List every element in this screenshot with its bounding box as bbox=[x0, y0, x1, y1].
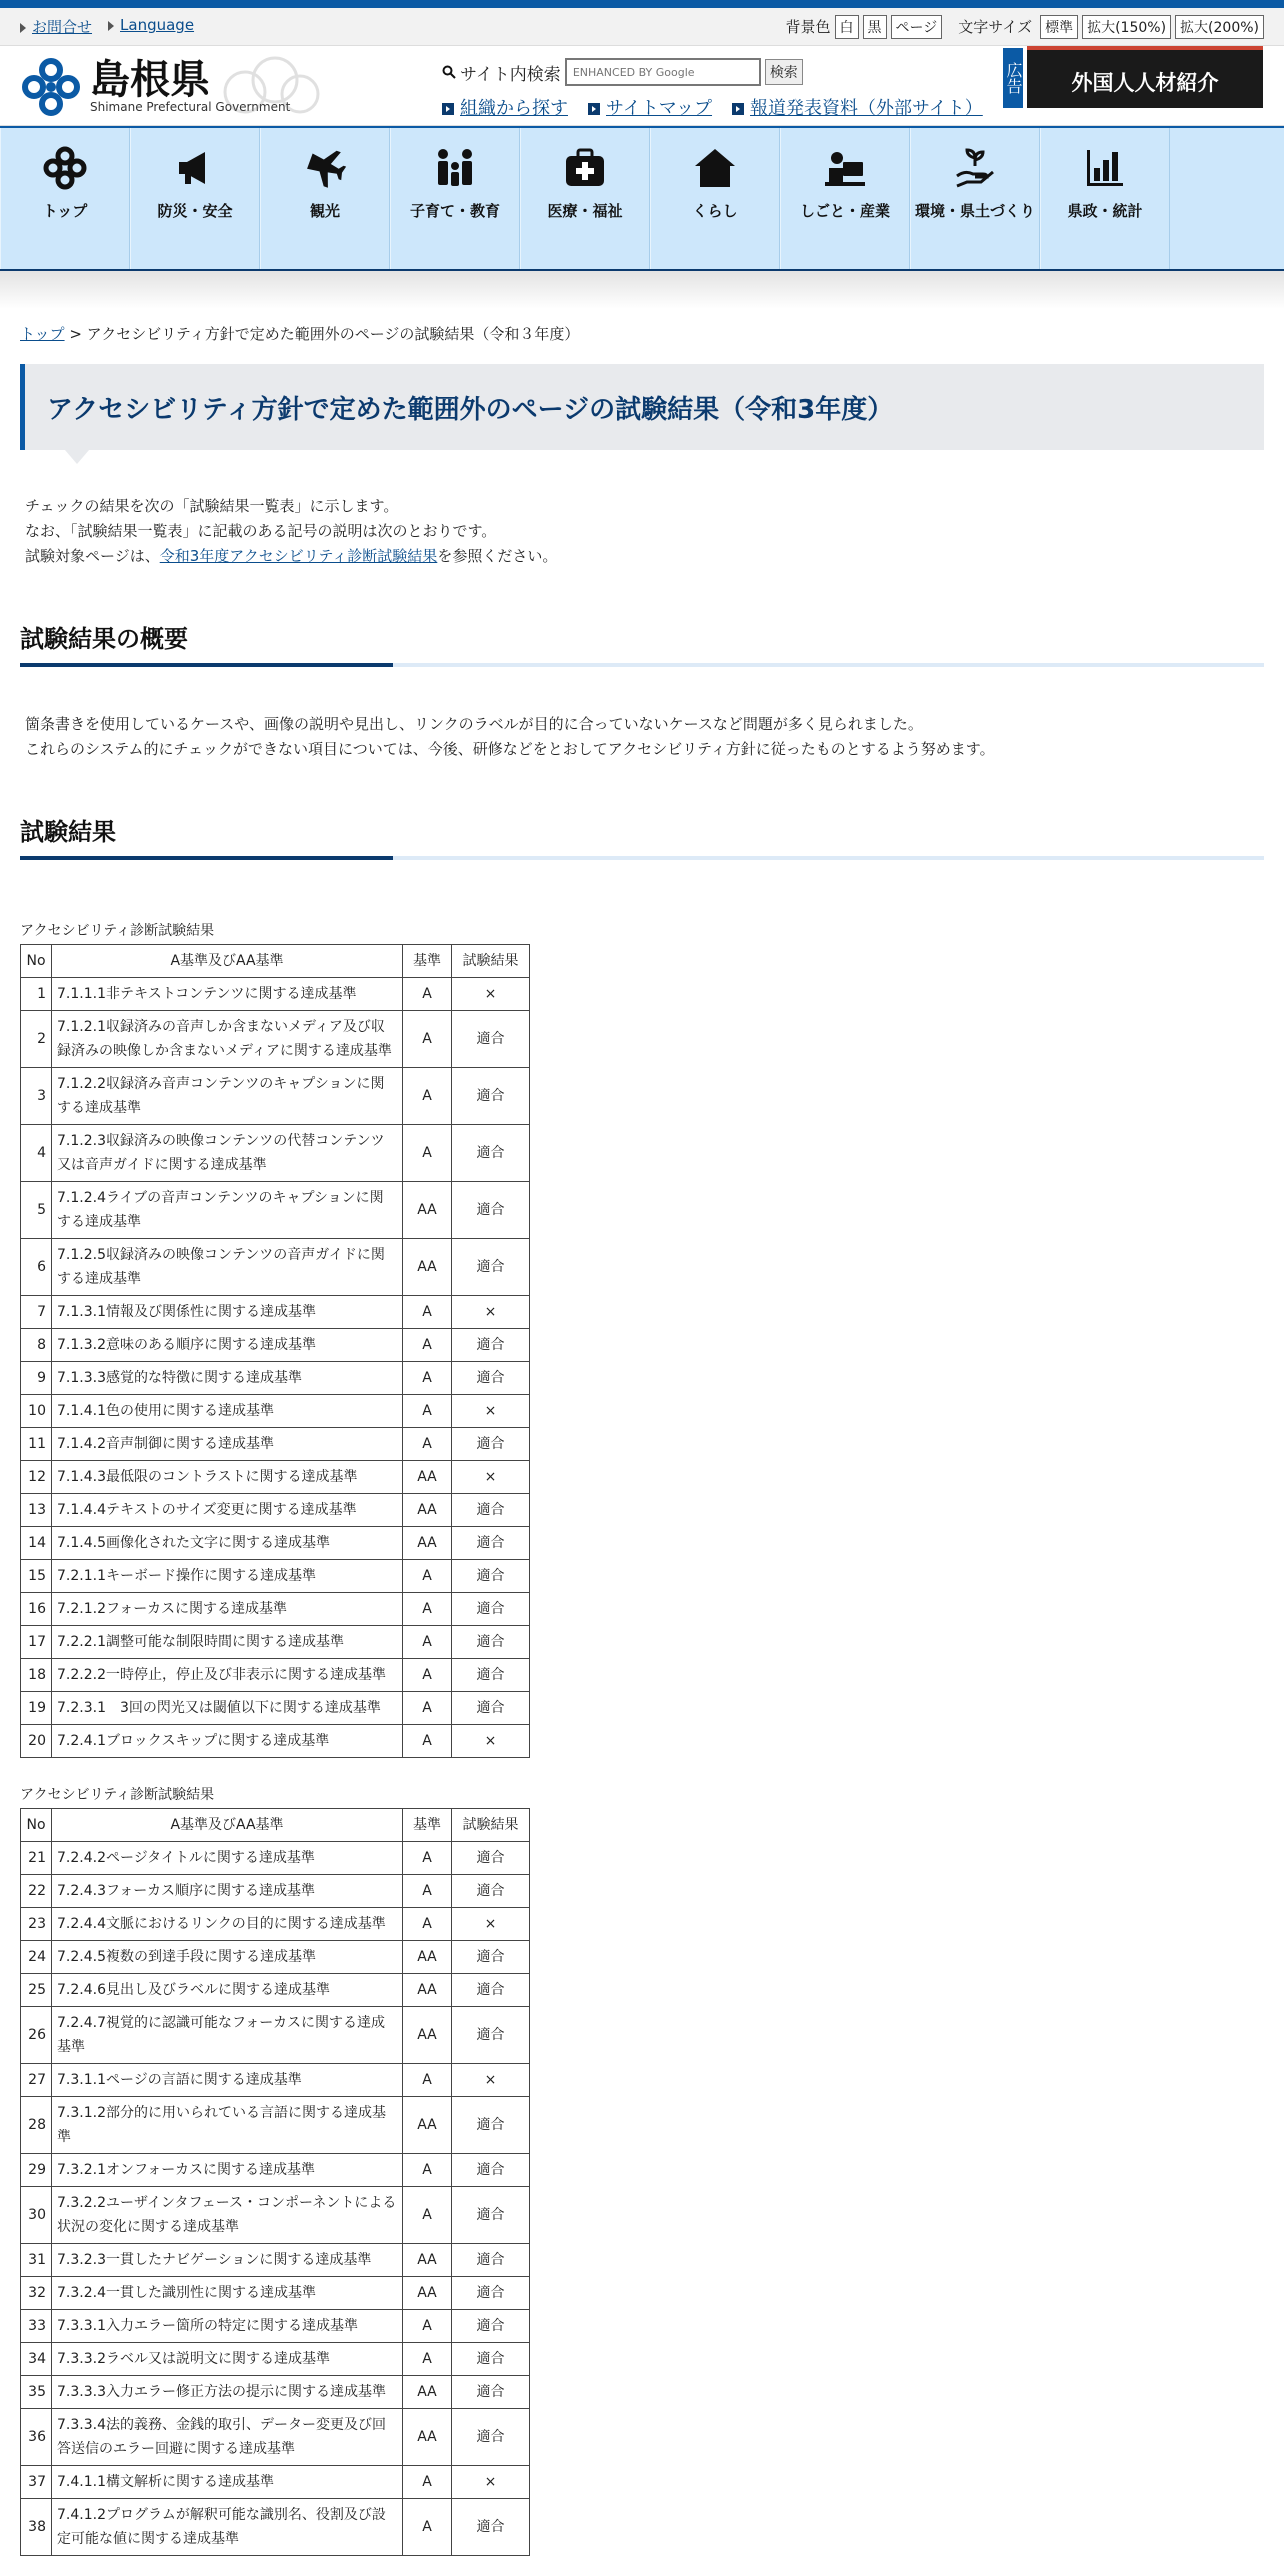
cell-result: 適合 bbox=[452, 1011, 530, 1068]
cell-criterion: 7.1.2.2収録済み音声コンテンツのキャプションに関する達成基準 bbox=[52, 1068, 403, 1125]
megaphone-icon bbox=[173, 146, 217, 190]
cell-result: 適合 bbox=[452, 1329, 530, 1362]
cell-result: 適合 bbox=[452, 1560, 530, 1593]
cell-level: A bbox=[403, 1842, 452, 1875]
cell-result: 適合 bbox=[452, 1593, 530, 1626]
nav-label-top: トップ bbox=[42, 202, 88, 220]
cell-no: 3 bbox=[21, 1068, 52, 1125]
header-level: 基準 bbox=[403, 945, 452, 978]
breadcrumb-separator: > bbox=[64, 325, 87, 343]
header-result: 試験結果 bbox=[452, 1809, 530, 1842]
cell-criterion: 7.1.4.4テキストのサイズ変更に関する達成基準 bbox=[52, 1494, 403, 1527]
cell-result: 適合 bbox=[452, 2097, 530, 2154]
cell-no: 13 bbox=[21, 1494, 52, 1527]
arrow-square-icon bbox=[732, 103, 744, 115]
cell-no: 20 bbox=[21, 1725, 52, 1758]
cell-criterion: 7.3.1.1ページの言語に関する達成基準 bbox=[52, 2064, 403, 2097]
cloud-decoration-icon bbox=[215, 52, 325, 122]
cell-level: AA bbox=[403, 2244, 452, 2277]
language-label: Language bbox=[120, 16, 195, 34]
hand-plant-icon bbox=[953, 146, 997, 190]
table-row bbox=[21, 2007, 530, 2064]
table-row bbox=[21, 1329, 530, 1362]
search-label: サイト内検索 bbox=[460, 64, 561, 85]
table-row bbox=[21, 1011, 530, 1068]
table-row bbox=[21, 2466, 530, 2499]
cell-result: 適合 bbox=[452, 2154, 530, 2187]
cell-level: A bbox=[403, 1626, 452, 1659]
press-release-link[interactable] bbox=[732, 94, 983, 120]
language-link[interactable] bbox=[108, 16, 194, 37]
cell-no: 10 bbox=[21, 1395, 52, 1428]
cell-level: AA bbox=[403, 2409, 452, 2466]
table-header-row bbox=[21, 1809, 530, 1842]
intro-text-pre: 試験対象ページは、 bbox=[25, 547, 160, 565]
table-row bbox=[21, 2187, 530, 2244]
cell-no: 25 bbox=[21, 1974, 52, 2007]
header-result: 試験結果 bbox=[452, 945, 530, 978]
cell-level: A bbox=[403, 2187, 452, 2244]
table-row bbox=[21, 1125, 530, 1182]
org-search-label: 組織から探す bbox=[460, 98, 568, 119]
cell-result: 適合 bbox=[452, 1428, 530, 1461]
cell-level: AA bbox=[403, 2277, 452, 2310]
table-row bbox=[21, 2499, 530, 2556]
cell-level: A bbox=[403, 1362, 452, 1395]
arrow-icon bbox=[108, 21, 114, 31]
cell-level: A bbox=[403, 1593, 452, 1626]
summary-line: これらのシステム的にチェックができない項目については、今後、研修などをとおしてアクセシビリティ方針に従ったものとするよう努めます。 bbox=[25, 740, 995, 758]
bg-color-label: 背景色 bbox=[785, 18, 831, 36]
cell-level: A bbox=[403, 1692, 452, 1725]
cell-result: 適合 bbox=[452, 2244, 530, 2277]
intro-line: なお、「試験結果一覧表」に記載のある記号の説明は次のとおりです。 bbox=[25, 522, 497, 540]
bg-page-button[interactable]: ページ bbox=[891, 15, 943, 39]
contact-label: お問合せ bbox=[32, 18, 93, 36]
cell-criterion: 7.2.3.1 3回の閃光又は閾値以下に関する達成基準 bbox=[52, 1692, 403, 1725]
cell-no: 6 bbox=[21, 1239, 52, 1296]
cell-criterion: 7.3.1.2部分的に用いられている言語に関する達成基準 bbox=[52, 2097, 403, 2154]
arrow-square-icon bbox=[588, 103, 600, 115]
cell-criterion: 7.2.4.5複数の到達手段に関する達成基準 bbox=[52, 1941, 403, 1974]
cell-level: AA bbox=[403, 1494, 452, 1527]
cell-level: AA bbox=[403, 2376, 452, 2409]
cell-criterion: 7.2.4.4文脈におけるリンクの目的に関する達成基準 bbox=[52, 1908, 403, 1941]
table-row bbox=[21, 1941, 530, 1974]
cell-no: 2 bbox=[21, 1011, 52, 1068]
site-search bbox=[442, 58, 803, 86]
search-icon bbox=[442, 65, 456, 79]
nav-item-environment[interactable] bbox=[910, 128, 1040, 269]
cell-no: 4 bbox=[21, 1125, 52, 1182]
cell-level: A bbox=[403, 2154, 452, 2187]
diagnosis-results-link[interactable]: 令和3年度アクセシビリティ診断試験結果 bbox=[159, 547, 438, 565]
cell-criterion: 7.1.2.5収録済みの映像コンテンツの音声ガイドに関する達成基準 bbox=[52, 1239, 403, 1296]
cell-level: A bbox=[403, 2343, 452, 2376]
home-flower-icon bbox=[43, 146, 87, 190]
sitemap-label: サイトマップ bbox=[606, 98, 713, 119]
cell-level: A bbox=[403, 1329, 452, 1362]
cell-criterion: 7.2.2.2一時停止，停止及び非表示に関する達成基準 bbox=[52, 1659, 403, 1692]
table-row bbox=[21, 1362, 530, 1395]
cell-no: 24 bbox=[21, 1941, 52, 1974]
table-caption: アクセシビリティ診断試験結果 bbox=[20, 923, 215, 939]
cell-result: 適合 bbox=[452, 1842, 530, 1875]
header-links bbox=[442, 94, 983, 120]
table-row bbox=[21, 2310, 530, 2343]
cell-criterion: 7.2.4.2ページタイトルに関する達成基準 bbox=[52, 1842, 403, 1875]
cell-criterion: 7.3.2.2ユーザインタフェース・コンポーネントによる状況の変化に関する達成基準 bbox=[52, 2187, 403, 2244]
cell-result: × bbox=[452, 2466, 530, 2499]
cell-criterion: 7.2.4.3フォーカス順序に関する達成基準 bbox=[52, 1875, 403, 1908]
global-nav bbox=[0, 126, 1284, 271]
cell-criterion: 7.1.3.2意味のある順序に関する達成基準 bbox=[52, 1329, 403, 1362]
ad-banner[interactable] bbox=[1027, 46, 1263, 108]
intro-line: チェックの結果を次の「試験結果一覧表」に示します。 bbox=[25, 497, 399, 515]
cell-result: 適合 bbox=[452, 1182, 530, 1239]
cell-criterion: 7.4.1.2プログラムが解釈可能な識別名、役割及び設定可能な値に関する達成基準 bbox=[52, 2499, 403, 2556]
logo-title: 島根県 bbox=[90, 56, 210, 103]
table-row bbox=[21, 1428, 530, 1461]
intro-text bbox=[25, 494, 1259, 569]
header-criterion: A基準及びAA基準 bbox=[52, 945, 403, 978]
table-row bbox=[21, 1593, 530, 1626]
table-row bbox=[21, 2097, 530, 2154]
summary-line: 箇条書きを使用しているケースや、画像の説明や見出し、リンクのラベルが目的に合っていないケースなど問題が多く見られました。 bbox=[25, 715, 923, 733]
cell-criterion: 7.3.3.3入力エラー修正方法の提示に関する達成基準 bbox=[52, 2376, 403, 2409]
cell-level: A bbox=[403, 1068, 452, 1125]
cell-level: A bbox=[403, 1395, 452, 1428]
table-row bbox=[21, 1068, 530, 1125]
cell-level: A bbox=[403, 1560, 452, 1593]
cell-level: A bbox=[403, 1296, 452, 1329]
cell-no: 11 bbox=[21, 1428, 52, 1461]
cell-criterion: 7.2.4.1ブロックスキップに関する達成基準 bbox=[52, 1725, 403, 1758]
contact-link[interactable] bbox=[20, 16, 92, 37]
font-standard-button[interactable]: 標準 bbox=[1040, 15, 1078, 39]
cell-criterion: 7.2.1.2フォーカスに関する達成基準 bbox=[52, 1593, 403, 1626]
cell-no: 29 bbox=[21, 2154, 52, 2187]
cell-no: 15 bbox=[21, 1560, 52, 1593]
cell-criterion: 7.2.1.1キーボード操作に関する達成基準 bbox=[52, 1560, 403, 1593]
nav-item-tourism[interactable] bbox=[260, 128, 390, 269]
nav-item-top[interactable] bbox=[0, 128, 130, 269]
cell-level: A bbox=[403, 978, 452, 1011]
cell-no: 9 bbox=[21, 1362, 52, 1395]
cell-result: 適合 bbox=[452, 2376, 530, 2409]
table-row bbox=[21, 1842, 530, 1875]
cell-level: AA bbox=[403, 2097, 452, 2154]
results-heading: 試験結果 bbox=[20, 812, 1264, 860]
logo-subtitle: Shimane Prefectural Government bbox=[90, 100, 291, 114]
cell-no: 36 bbox=[21, 2409, 52, 2466]
table-row bbox=[21, 1908, 530, 1941]
cell-no: 32 bbox=[21, 2277, 52, 2310]
cell-no: 26 bbox=[21, 2007, 52, 2064]
cell-result: × bbox=[452, 1725, 530, 1758]
breadcrumb-home-link[interactable]: トップ bbox=[20, 325, 65, 343]
table-row bbox=[21, 978, 530, 1011]
cell-criterion: 7.1.2.1収録済みの音声しか含まないメディア及び収録済みの映像しか含まないメディアに関する達成基準 bbox=[52, 1011, 403, 1068]
cell-result: 適合 bbox=[452, 2277, 530, 2310]
font-size-label: 文字サイズ bbox=[958, 18, 1033, 36]
cell-result: 適合 bbox=[452, 2343, 530, 2376]
nav-item-living[interactable] bbox=[650, 128, 780, 269]
cell-no: 16 bbox=[21, 1593, 52, 1626]
cell-result: × bbox=[452, 1461, 530, 1494]
cell-criterion: 7.1.4.1色の使用に関する達成基準 bbox=[52, 1395, 403, 1428]
intro-line bbox=[25, 544, 1259, 569]
cell-result: 適合 bbox=[452, 1494, 530, 1527]
cell-criterion: 7.3.3.1入力エラー箇所の特定に関する達成基準 bbox=[52, 2310, 403, 2343]
page-title: アクセシビリティ方針で定めた範囲外のページの試験結果（令和3年度） bbox=[20, 364, 1264, 450]
family-icon bbox=[433, 146, 477, 190]
table-row bbox=[21, 1626, 530, 1659]
medical-bag-icon bbox=[563, 146, 607, 190]
cell-level: AA bbox=[403, 1239, 452, 1296]
cell-level: A bbox=[403, 2310, 452, 2343]
results-tables bbox=[0, 920, 1284, 2556]
font-200-button[interactable]: 拡大(200%) bbox=[1175, 15, 1264, 39]
header-criterion: A基準及びAA基準 bbox=[52, 1809, 403, 1842]
summary-heading: 試験結果の概要 bbox=[20, 619, 1264, 667]
cell-criterion: 7.2.2.1調整可能な制限時間に関する達成基準 bbox=[52, 1626, 403, 1659]
table-row bbox=[21, 1527, 530, 1560]
cell-no: 31 bbox=[21, 2244, 52, 2277]
cell-level: AA bbox=[403, 1974, 452, 2007]
airplane-icon bbox=[303, 146, 347, 190]
prefecture-emblem-icon bbox=[20, 56, 82, 118]
header-level: 基準 bbox=[403, 1809, 452, 1842]
nav-label-government: 県政・統計 bbox=[1067, 202, 1143, 220]
cell-no: 28 bbox=[21, 2097, 52, 2154]
cell-result: 適合 bbox=[452, 1125, 530, 1182]
arrow-icon bbox=[20, 23, 26, 33]
cell-result: × bbox=[452, 1908, 530, 1941]
cell-criterion: 7.4.1.1構文解析に関する達成基準 bbox=[52, 2466, 403, 2499]
table-row bbox=[21, 1560, 530, 1593]
worker-desk-icon bbox=[823, 146, 867, 190]
ad-label: 広告 bbox=[1003, 48, 1023, 108]
breadcrumb bbox=[0, 309, 1284, 344]
cell-criterion: 7.1.2.3収録済みの映像コンテンツの代替コンテンツ又は音声ガイドに関する達成基準 bbox=[52, 1125, 403, 1182]
cell-level: A bbox=[403, 1125, 452, 1182]
cell-criterion: 7.1.3.3感覚的な特徴に関する達成基準 bbox=[52, 1362, 403, 1395]
cell-level: AA bbox=[403, 2007, 452, 2064]
cell-level: A bbox=[403, 1875, 452, 1908]
cell-criterion: 7.3.3.4法的義務、金銭的取引、データー変更及び回答送信のエラー回避に関する達成基準 bbox=[52, 2409, 403, 2466]
cell-level: AA bbox=[403, 1461, 452, 1494]
bg-black-button[interactable]: 黒 bbox=[863, 15, 887, 39]
cell-no: 35 bbox=[21, 2376, 52, 2409]
cell-no: 5 bbox=[21, 1182, 52, 1239]
table-caption: アクセシビリティ診断試験結果 bbox=[20, 1787, 215, 1803]
intro-text-post: を参照ください。 bbox=[437, 547, 558, 565]
cell-no: 1 bbox=[21, 978, 52, 1011]
cell-criterion: 7.3.2.1オンフォーカスに関する達成基準 bbox=[52, 2154, 403, 2187]
nav-label-tourism: 観光 bbox=[309, 202, 340, 220]
cell-no: 37 bbox=[21, 2466, 52, 2499]
cell-result: 適合 bbox=[452, 1941, 530, 1974]
table-row bbox=[21, 1182, 530, 1239]
nav-item-work[interactable] bbox=[780, 128, 910, 269]
cell-no: 33 bbox=[21, 2310, 52, 2343]
table-row bbox=[21, 1974, 530, 2007]
site-header bbox=[0, 46, 1284, 126]
cell-level: AA bbox=[403, 1527, 452, 1560]
nav-item-childcare[interactable] bbox=[390, 128, 520, 269]
nav-label-work: しごと・産業 bbox=[799, 202, 890, 220]
nav-item-government[interactable] bbox=[1040, 128, 1170, 269]
cell-no: 23 bbox=[21, 1908, 52, 1941]
nav-label-environment: 環境・県土づくり bbox=[914, 202, 1035, 220]
table-row bbox=[21, 1239, 530, 1296]
header-no: No bbox=[21, 1809, 52, 1842]
table-row bbox=[21, 2343, 530, 2376]
cell-criterion: 7.1.2.4ライブの音声コンテンツのキャプションに関する達成基準 bbox=[52, 1182, 403, 1239]
cell-result: 適合 bbox=[452, 1527, 530, 1560]
table-row bbox=[21, 1395, 530, 1428]
table-row bbox=[21, 1296, 530, 1329]
ad-banner-text: 外国人人材紹介 bbox=[1071, 71, 1219, 95]
cell-level: A bbox=[403, 2499, 452, 2556]
bg-white-button[interactable]: 白 bbox=[835, 15, 859, 39]
cell-criterion: 7.1.4.3最低限のコントラストに関する達成基準 bbox=[52, 1461, 403, 1494]
table-row bbox=[21, 2154, 530, 2187]
cell-no: 30 bbox=[21, 2187, 52, 2244]
cell-result: × bbox=[452, 2064, 530, 2097]
table-row bbox=[21, 2244, 530, 2277]
cell-level: A bbox=[403, 2064, 452, 2097]
results-table bbox=[20, 944, 530, 1758]
cell-no: 18 bbox=[21, 1659, 52, 1692]
table-row bbox=[21, 2376, 530, 2409]
nav-item-medical[interactable] bbox=[520, 128, 650, 269]
cell-result: 適合 bbox=[452, 1692, 530, 1725]
press-release-label: 報道発表資料（外部サイト） bbox=[750, 98, 983, 119]
cell-result: 適合 bbox=[452, 2310, 530, 2343]
table-row bbox=[21, 1692, 530, 1725]
nav-label-childcare: 子育て・教育 bbox=[409, 202, 500, 220]
cell-no: 17 bbox=[21, 1626, 52, 1659]
cell-no: 8 bbox=[21, 1329, 52, 1362]
cell-criterion: 7.2.4.7視覚的に認識可能なフォーカスに関する達成基準 bbox=[52, 2007, 403, 2064]
table-row bbox=[21, 1461, 530, 1494]
cell-no: 21 bbox=[21, 1842, 52, 1875]
cell-level: A bbox=[403, 1908, 452, 1941]
search-input[interactable] bbox=[565, 58, 761, 86]
table-row bbox=[21, 1725, 530, 1758]
cell-result: 適合 bbox=[452, 1659, 530, 1692]
table-header-row bbox=[21, 945, 530, 978]
sitemap-link[interactable] bbox=[588, 94, 712, 120]
org-search-link[interactable] bbox=[442, 94, 568, 120]
cell-no: 34 bbox=[21, 2343, 52, 2376]
top-accent-bar bbox=[0, 0, 1284, 8]
nav-label-disaster: 防災・安全 bbox=[157, 202, 233, 220]
cell-no: 7 bbox=[21, 1296, 52, 1329]
nav-item-disaster[interactable] bbox=[130, 128, 260, 269]
nav-label-medical: 医療・福祉 bbox=[547, 202, 623, 220]
search-button[interactable]: 検索 bbox=[765, 59, 803, 85]
cell-criterion: 7.1.3.1情報及び関係性に関する達成基準 bbox=[52, 1296, 403, 1329]
cell-result: 適合 bbox=[452, 2499, 530, 2556]
cell-result: × bbox=[452, 978, 530, 1011]
cell-result: 適合 bbox=[452, 1362, 530, 1395]
cell-no: 27 bbox=[21, 2064, 52, 2097]
bar-chart-icon bbox=[1083, 146, 1127, 190]
table-row bbox=[21, 1494, 530, 1527]
table-row bbox=[21, 2409, 530, 2466]
cell-level: A bbox=[403, 1725, 452, 1758]
cell-result: 適合 bbox=[452, 1239, 530, 1296]
cell-level: AA bbox=[403, 1182, 452, 1239]
cell-no: 22 bbox=[21, 1875, 52, 1908]
house-icon bbox=[693, 146, 737, 190]
utility-bar bbox=[0, 8, 1284, 46]
cell-no: 12 bbox=[21, 1461, 52, 1494]
cell-level: A bbox=[403, 1011, 452, 1068]
results-table bbox=[20, 1808, 530, 2556]
cell-result: × bbox=[452, 1296, 530, 1329]
nav-shadow bbox=[0, 271, 1284, 309]
font-150-button[interactable]: 拡大(150%) bbox=[1082, 15, 1171, 39]
arrow-square-icon bbox=[442, 103, 454, 115]
cell-no: 38 bbox=[21, 2499, 52, 2556]
cell-criterion: 7.3.2.4一貫した識別性に関する達成基準 bbox=[52, 2277, 403, 2310]
cell-result: × bbox=[452, 1395, 530, 1428]
cell-no: 19 bbox=[21, 1692, 52, 1725]
table-row bbox=[21, 1659, 530, 1692]
breadcrumb-current: アクセシビリティ方針で定めた範囲外のページの試験結果（令和３年度） bbox=[86, 325, 580, 343]
cell-criterion: 7.1.4.5画像化された文字に関する達成基準 bbox=[52, 1527, 403, 1560]
cell-result: 適合 bbox=[452, 1626, 530, 1659]
cell-criterion: 7.1.4.2音声制御に関する達成基準 bbox=[52, 1428, 403, 1461]
cell-level: A bbox=[403, 1428, 452, 1461]
cell-result: 適合 bbox=[452, 1974, 530, 2007]
cell-result: 適合 bbox=[452, 1875, 530, 1908]
cell-level: A bbox=[403, 2466, 452, 2499]
table-row bbox=[21, 1875, 530, 1908]
cell-result: 適合 bbox=[452, 1068, 530, 1125]
cell-result: 適合 bbox=[452, 2187, 530, 2244]
nav-label-living: くらし bbox=[692, 202, 738, 220]
header-no: No bbox=[21, 945, 52, 978]
summary-text bbox=[25, 712, 1259, 762]
cell-criterion: 7.3.3.2ラベル又は説明文に関する達成基準 bbox=[52, 2343, 403, 2376]
cell-criterion: 7.1.1.1非テキストコンテンツに関する達成基準 bbox=[52, 978, 403, 1011]
cell-result: 適合 bbox=[452, 2007, 530, 2064]
cell-no: 14 bbox=[21, 1527, 52, 1560]
table-row bbox=[21, 2064, 530, 2097]
cell-criterion: 7.3.2.3一貫したナビゲーションに関する達成基準 bbox=[52, 2244, 403, 2277]
cell-level: A bbox=[403, 1659, 452, 1692]
cell-criterion: 7.2.4.6見出し及びラベルに関する達成基準 bbox=[52, 1974, 403, 2007]
cell-level: AA bbox=[403, 1941, 452, 1974]
cell-result: 適合 bbox=[452, 2409, 530, 2466]
table-row bbox=[21, 2277, 530, 2310]
